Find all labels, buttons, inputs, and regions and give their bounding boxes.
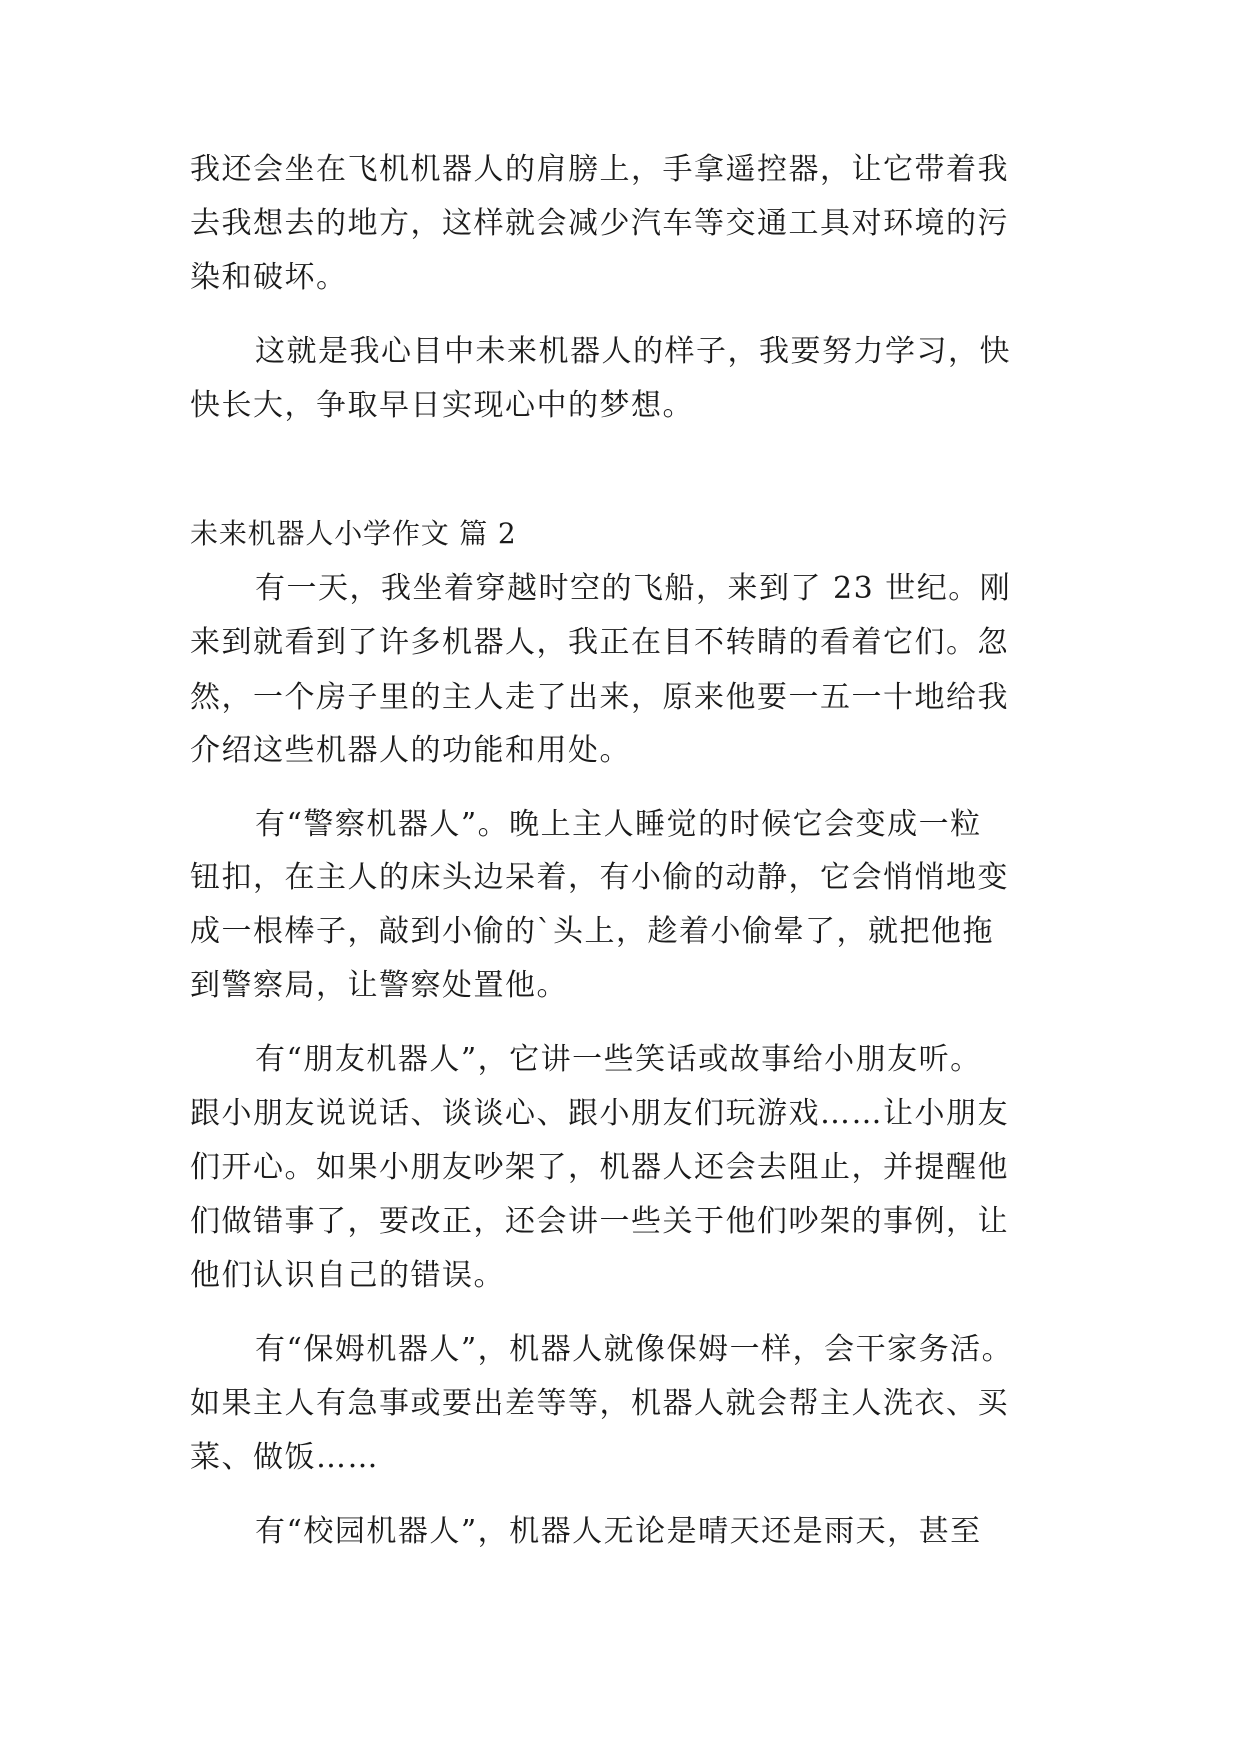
text-line: 有“校园机器人”，机器人无论是晴天还是雨天，甚至 (255, 1514, 982, 1549)
text-line: 有“朋友机器人”，它讲一些笑话或故事给小朋友听。 (255, 1042, 982, 1077)
text-line: 快长大，争取早日实现心中的梦想。 (190, 388, 694, 423)
text-line: 们做错事了，要改正，还会讲一些关于他们吵架的事例，让 (190, 1204, 1009, 1239)
text-line: 他们认识自己的错误。 (190, 1258, 505, 1293)
text-line: 钮扣，在主人的床头边呆着，有小偷的动静，它会悄悄地变 (190, 860, 1009, 895)
text-line: 然，一个房子里的主人走了出来，原来他要一五一十地给我 (190, 680, 1009, 715)
text-line: 去我想去的地方，这样就会减少汽车等交通工具对环境的污 (190, 206, 1009, 241)
text-line: 这就是我心目中未来机器人的样子，我要努力学习，快 (255, 334, 1011, 369)
text-line: 菜、做饭…… (190, 1440, 379, 1475)
text-line: 有一天，我坐着穿越时空的飞船，来到了 23 世纪。刚 (255, 571, 1012, 606)
text-line: 介绍这些机器人的功能和用处。 (190, 733, 631, 768)
text-line: 染和破坏。 (190, 260, 348, 295)
text-line: 到警察局，让警察处置他。 (190, 968, 568, 1003)
text-line: 有“保姆机器人”，机器人就像保姆一样，会干家务活。 (255, 1332, 1014, 1367)
section-heading: 未来机器人小学作文 篇 2 (190, 517, 517, 550)
text-line: 跟小朋友说说话、谈谈心、跟小朋友们玩游戏……让小朋友 (190, 1096, 1009, 1131)
text-line: 成一根棒子，敲到小偷的`头上，趁着小偷晕了，就把他拖 (190, 914, 994, 949)
text-line: 如果主人有急事或要出差等等，机器人就会帮主人洗衣、买 (190, 1386, 1009, 1421)
text-line: 有“警察机器人”。晚上主人睡觉的时候它会变成一粒 (255, 807, 982, 842)
text-line: 我还会坐在飞机机器人的肩膀上，手拿遥控器，让它带着我 (190, 152, 1009, 187)
text-line: 来到就看到了许多机器人，我正在目不转睛的看着它们。忽 (190, 625, 1009, 660)
text-line: 们开心。如果小朋友吵架了，机器人还会去阻止，并提醒他 (190, 1150, 1009, 1185)
